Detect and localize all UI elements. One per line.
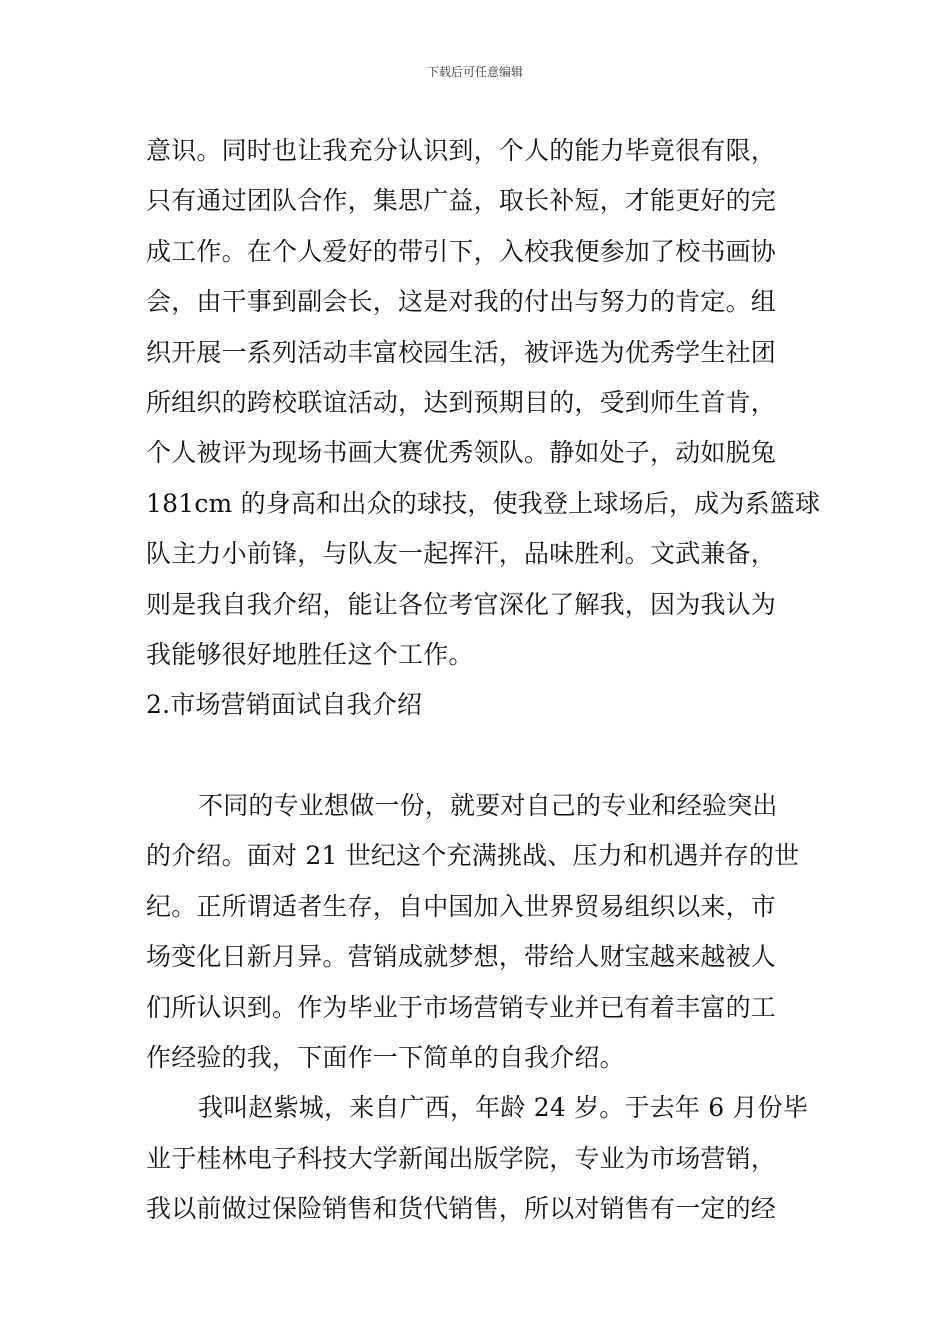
paragraph-intro [146, 781, 810, 1083]
text-line: 成工作。在个人爱好的带引下，入校我便参加了校书画协 [146, 236, 777, 266]
paragraph-self-introduction [146, 1083, 810, 1234]
section-heading: 2.市场营销面试自我介绍 [146, 690, 423, 720]
text-line: 纪。正所谓适者生存，自中国加入世界贸易组织以来，市 [146, 891, 777, 921]
text-line: 织开展一系列活动丰富校园生活，被评选为优秀学生社团 [146, 337, 777, 367]
text-line: 我能够很好地胜任这个工作。 [146, 639, 474, 669]
text-line: 会，由干事到副会长，这是对我的付出与努力的肯定。组 [146, 287, 777, 317]
text-line: 不同的专业想做一份，就要对自己的专业和经验突出 [198, 791, 778, 821]
text-line: 我以前做过保险销售和货代销售，所以对销售有一定的经 [146, 1194, 777, 1224]
blank-line [146, 731, 810, 781]
text-line: 意识。同时也让我充分认识到，个人的能力毕竟很有限， [146, 136, 777, 165]
text-line: 所组织的跨校联谊活动，达到预期目的，受到师生首肯， [146, 387, 777, 417]
text-line: 个人被评为现场书画大赛优秀领队。静如处子，动如脱兔 [146, 438, 777, 468]
text-line: 业于桂林电子科技大学新闻出版学院，专业为市场营销， [146, 1143, 777, 1173]
text-line: 的介绍。面对 21 世纪这个充满挑战、压力和机遇并存的世 [146, 841, 800, 871]
text-line: 则是我自我介绍，能让各位考官深化了解我，因为我认为 [146, 589, 777, 619]
paragraph-continued [146, 126, 821, 680]
text-line: 181cm 的身高和出众的球技，使我登上球场后，成为系篮球 [146, 488, 821, 518]
page-header: 下载后可任意编辑 [426, 65, 523, 79]
text-line: 场变化日新月异。营销成就梦想，带给人财宝越来越被人 [146, 942, 777, 972]
text-line: 作经验的我，下面作一下简单的自我介绍。 [146, 1043, 625, 1073]
text-line: 们所认识到。作为毕业于市场营销专业并已有着丰富的工 [146, 992, 777, 1022]
text-line: 只有通过团队合作，集思广益，取长补短，才能更好的完 [146, 186, 777, 216]
document-body [146, 126, 821, 1235]
text-line: 我叫赵紫城，来自广西，年龄 24 岁。于去年 6 月份毕 [198, 1093, 809, 1123]
text-line: 队主力小前锋，与队友一起挥汗，品味胜利。文武兼备， [146, 539, 777, 569]
